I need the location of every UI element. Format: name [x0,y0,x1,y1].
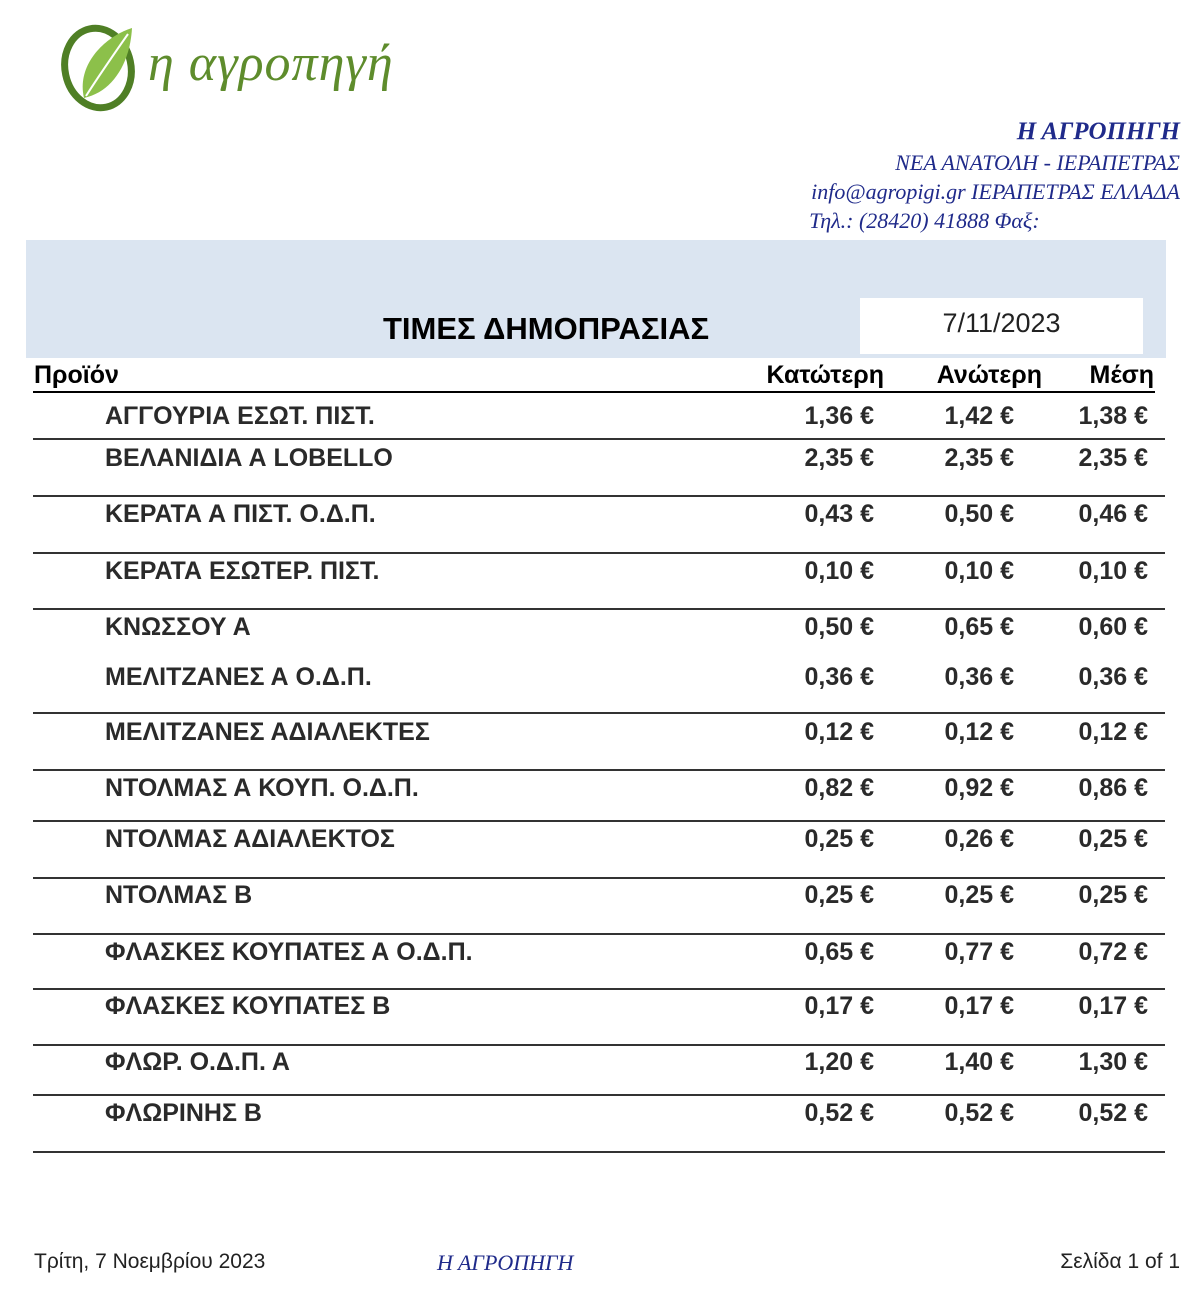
product-name: ΚΕΡΑΤΑ ΕΣΩΤΕΡ. ΠΙΣΤ. [105,557,380,585]
price-low: 0,25 € [804,825,874,853]
product-name: ΦΛΩΡ. Ο.Δ.Π. Α [105,1048,290,1076]
price-high: 0,17 € [944,992,1014,1020]
price-avg: 0,10 € [1078,557,1148,585]
footer-page-number: Σελίδα 1 of 1 [1060,1250,1180,1273]
product-name: ΜΕΛΙΤΖΑΝΕΣ ΑΔΙΑΛΕΚΤΕΣ [105,718,430,746]
price-avg: 1,30 € [1078,1048,1148,1076]
row-divider [33,552,1165,554]
report-title: ΤΙΜΕΣ ΔΗΜΟΠΡΑΣΙΑΣ [383,311,710,346]
price-high: 2,35 € [944,444,1014,472]
company-address: ΝΕΑ ΑΝΑΤΟΛΗ - ΙΕΡΑΠΕΤΡΑΣ [895,150,1180,175]
price-avg: 1,38 € [1078,402,1148,430]
price-high: 0,25 € [944,881,1014,909]
header-product: Προϊόν [34,361,119,389]
product-name: ΚΕΡΑΤΑ Α ΠΙΣΤ. Ο.Δ.Π. [105,500,376,528]
price-low: 0,82 € [804,774,874,802]
price-high: 0,12 € [944,718,1014,746]
price-avg: 0,36 € [1078,663,1148,691]
company-logo [56,14,416,114]
price-avg: 0,72 € [1078,938,1148,966]
price-low: 2,35 € [804,444,874,472]
price-low: 0,50 € [804,613,874,641]
price-low: 0,10 € [804,557,874,585]
header-rule [33,391,1155,393]
row-divider [33,820,1165,822]
row-divider [33,712,1165,714]
price-high: 0,10 € [944,557,1014,585]
logo-wordmark: η αγροπηγή [148,35,394,92]
footer-company: Η ΑΓΡΟΠΗΓΗ [437,1250,574,1275]
price-avg: 0,46 € [1078,500,1148,528]
price-low: 0,43 € [804,500,874,528]
header-avg: Μέση [1089,361,1154,389]
price-high: 0,65 € [944,613,1014,641]
price-high: 1,42 € [944,402,1014,430]
price-high: 0,92 € [944,774,1014,802]
price-low: 0,52 € [804,1099,874,1127]
price-low: 0,25 € [804,881,874,909]
price-high: 1,40 € [944,1048,1014,1076]
price-high: 0,50 € [944,500,1014,528]
company-phone-line: Τηλ.: (28420) 41888 Φαξ: [809,208,1040,233]
row-divider [33,495,1165,497]
price-low: 0,65 € [804,938,874,966]
company-name: Η ΑΓΡΟΠΗΓΗ [1016,118,1180,145]
price-low: 1,20 € [804,1048,874,1076]
header-low: Κατώτερη [766,361,884,389]
price-high: 0,26 € [944,825,1014,853]
price-low: 0,12 € [804,718,874,746]
price-low: 0,36 € [804,663,874,691]
price-avg: 0,25 € [1078,881,1148,909]
row-divider [33,1094,1165,1096]
row-divider [33,1044,1165,1046]
row-divider [33,438,1165,440]
price-avg: 0,86 € [1078,774,1148,802]
leaf-logo-icon [56,14,146,114]
report-date: 7/11/2023 [942,308,1061,338]
price-avg: 0,60 € [1078,613,1148,641]
row-divider [33,933,1165,935]
header-high: Ανώτερη [936,361,1042,389]
price-avg: 0,12 € [1078,718,1148,746]
price-avg: 0,17 € [1078,992,1148,1020]
price-avg: 2,35 € [1078,444,1148,472]
row-divider [33,1151,1165,1153]
price-high: 0,36 € [944,663,1014,691]
price-avg: 0,25 € [1078,825,1148,853]
product-name: ΝΤΟΛΜΑΣ Α ΚΟΥΠ. Ο.Δ.Π. [105,774,419,802]
row-divider [33,769,1165,771]
price-low: 1,36 € [804,402,874,430]
product-name: ΑΓΓΟΥΡΙΑ ΕΣΩΤ. ΠΙΣΤ. [105,402,375,430]
product-name: ΦΛΑΣΚΕΣ ΚΟΥΠΑΤΕΣ Β [105,992,391,1020]
product-name: ΒΕΛΑΝΙΔΙΑ Α LOBELLO [105,444,393,472]
product-name: ΦΛΩΡΙΝΗΣ Β [105,1099,262,1127]
product-name: ΝΤΟΛΜΑΣ Β [105,881,253,909]
price-low: 0,17 € [804,992,874,1020]
row-divider [33,877,1165,879]
row-divider [33,608,1165,610]
company-info [811,116,1180,235]
row-divider [33,988,1165,990]
product-name: ΜΕΛΙΤΖΑΝΕΣ Α Ο.Δ.Π. [105,663,372,691]
price-avg: 0,52 € [1078,1099,1148,1127]
footer-date: Τρίτη, 7 Νοεμβρίου 2023 [34,1250,266,1273]
price-high: 0,52 € [944,1099,1014,1127]
product-name: ΝΤΟΛΜΑΣ ΑΔΙΑΛΕΚΤΟΣ [105,825,395,853]
date-box [860,298,1143,354]
company-email-line: info@agropigi.gr ΙΕΡΑΠΕΤΡΑΣ ΕΛΛΑΔΑ [811,179,1180,204]
product-name: ΦΛΑΣΚΕΣ ΚΟΥΠΑΤΕΣ Α Ο.Δ.Π. [105,938,473,966]
price-high: 0,77 € [944,938,1014,966]
product-name: ΚΝΩΣΣΟΥ Α [105,613,251,641]
